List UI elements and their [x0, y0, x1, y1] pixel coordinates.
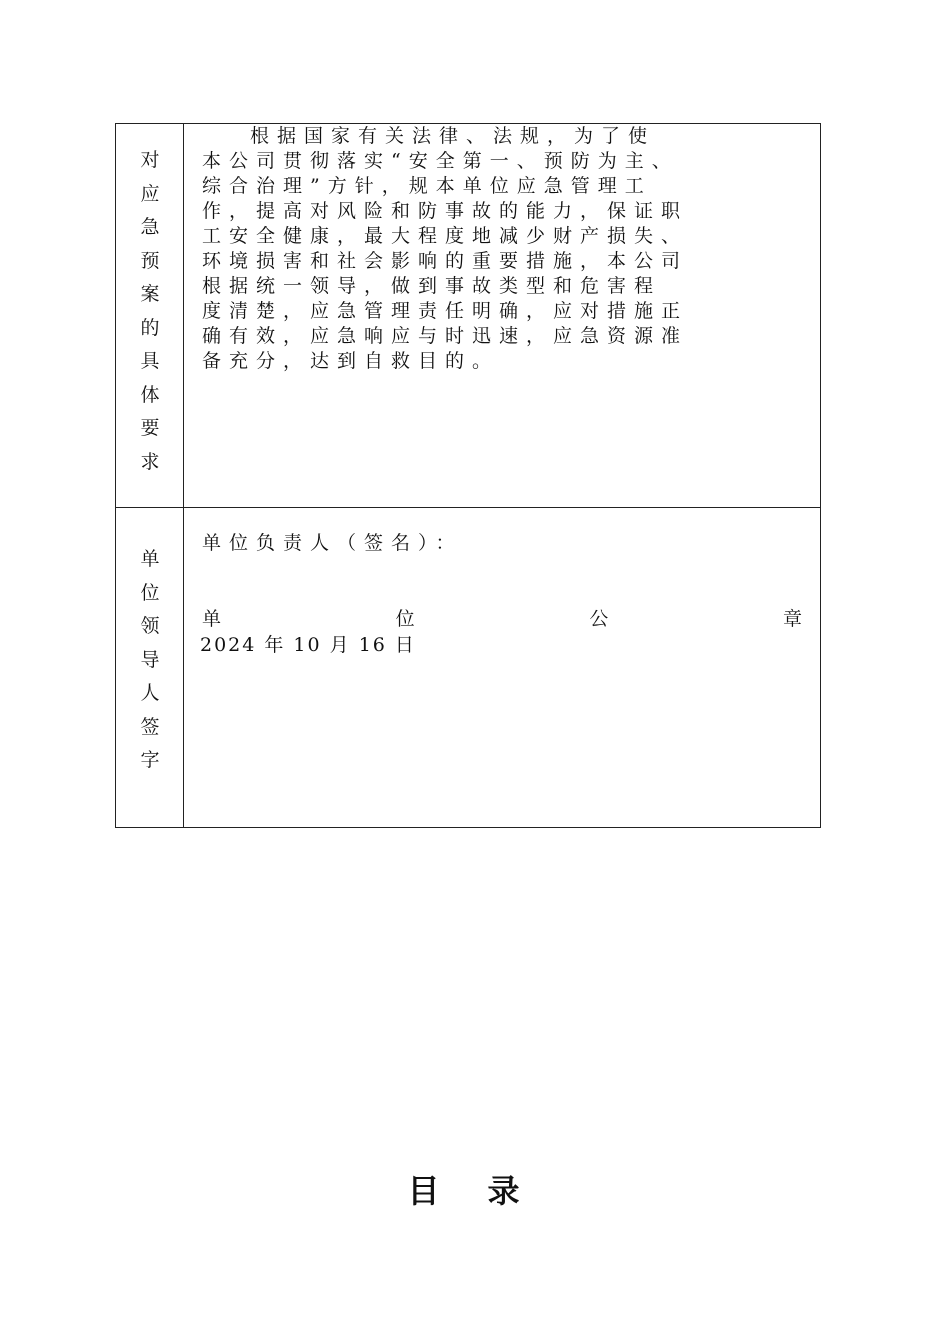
signature-row: [116, 508, 820, 827]
text-line: 工安全健康，最大程度地减少财产损失、: [202, 225, 689, 247]
toc-title: 目录: [407, 1172, 568, 1210]
requirements-content-cell: [184, 124, 820, 507]
responsible-person-signature: 单位负责人（签名）：: [202, 532, 463, 554]
requirements-text: [202, 124, 802, 374]
requirements-label-cell: [116, 124, 184, 507]
text-line: 作，提高对风险和防事故的能力，保证职: [202, 200, 689, 222]
text-line: 备充分，达到自救目的。: [202, 350, 500, 372]
text-line: 本公司贯彻落实“安全第一、预防为主、: [202, 150, 679, 172]
unit-seal: 单 位 公 章: [202, 608, 802, 630]
text-line: 综合治理”方针，规本单位应急管理工: [202, 175, 652, 197]
text-line: 度清楚，应急管理责任明确，应对措施正: [202, 300, 689, 322]
signature-label-cell: [116, 508, 184, 827]
text-line: 根据国家有关法律、法规，为了使: [250, 125, 656, 147]
text-line: 根据统一领导，做到事故类型和危害程: [202, 275, 662, 297]
requirements-row: [116, 124, 820, 508]
signature-date: 2024 年 10 月 16 日: [200, 634, 416, 656]
signature-content-cell: [184, 508, 820, 827]
text-line: 环境损害和社会影响的重要措施，本公司: [202, 250, 689, 272]
requirements-label: 对 应 急 预 案 的 具 体 要 求: [140, 149, 160, 473]
signature-label: 单 位 领 导 人 签 字: [140, 548, 160, 771]
text-line: 确有效，应急响应与时迅速，应急资源准: [202, 325, 689, 347]
form-table: [115, 123, 821, 828]
